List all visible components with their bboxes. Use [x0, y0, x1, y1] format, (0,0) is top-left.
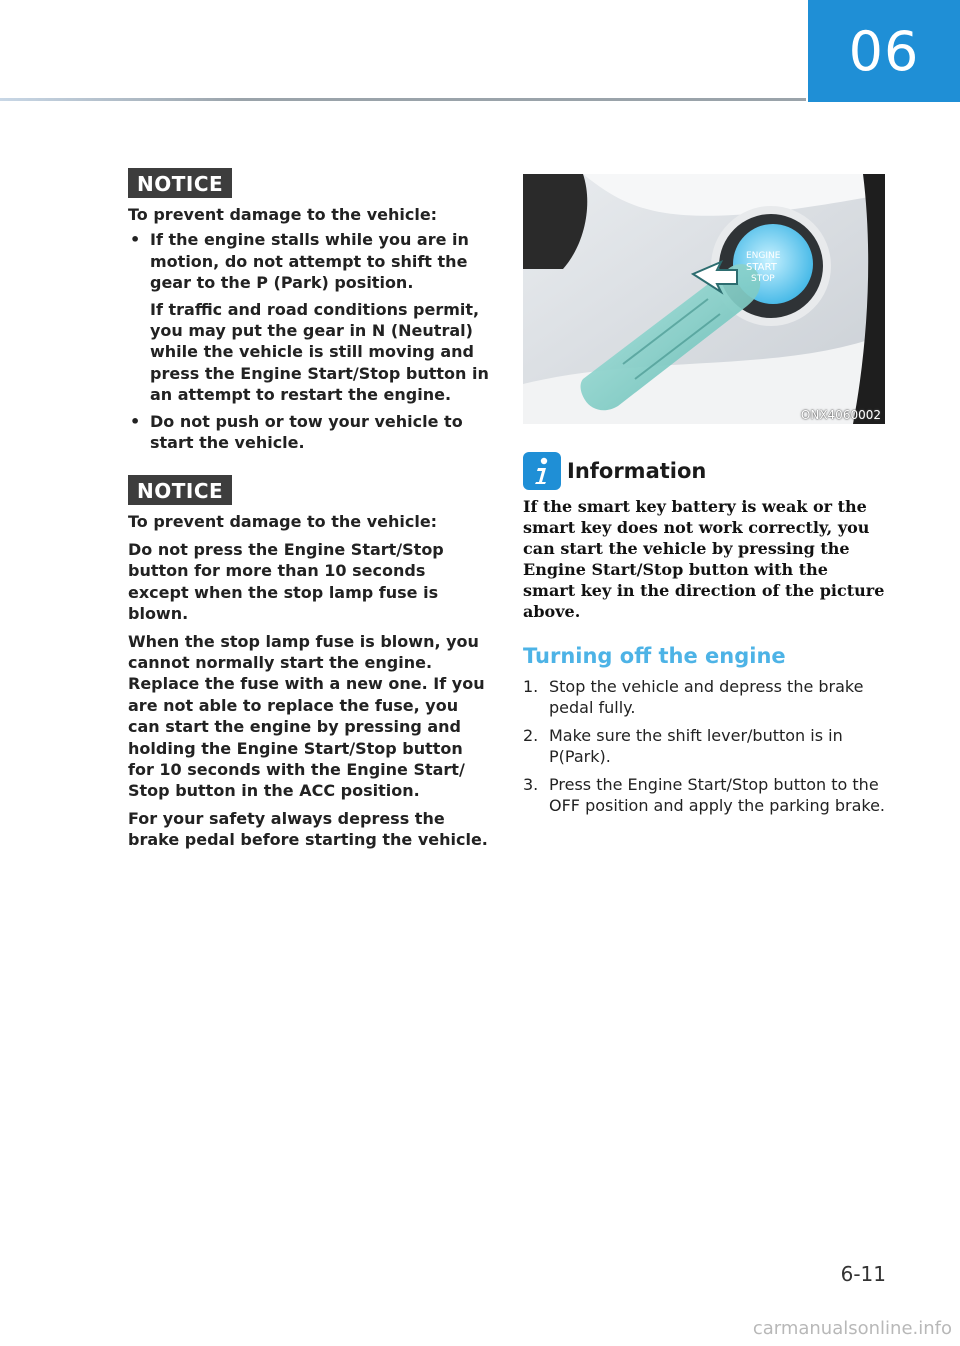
figure-caption: ONX4060002 [800, 408, 881, 422]
notice-badge: NOTICE [128, 475, 232, 505]
notice-paragraph: For your safety always depress the brake pedal before starting the vehicle. [128, 808, 488, 850]
chapter-number: 06 [848, 19, 920, 83]
step-number: 1. [523, 677, 539, 696]
step-number: 3. [523, 774, 539, 794]
button-label-line: ENGINE [746, 251, 781, 261]
step-number: 2. [523, 725, 539, 745]
notice-paragraph: When the stop lamp fuse is blown, you cannot normally start the engine. Replace the fuse with a new one. If you are not able to replace the fuse, you can start the engine by pressing and holding the Engine Start/Stop button for 10 seconds with the Engine Start/ Stop button in the ACC position. [128, 631, 485, 801]
information-body: If the smart key battery is weak or the smart key does not work correctly, you can start the vehicle by pressing the Engine Start/Stop button with the smart key in the direction of the picture above. [523, 497, 885, 621]
step-text: Stop the vehicle and depress the brake pedal fully. [549, 677, 864, 718]
step-text: Press the Engine Start/Stop button to the OFF position and apply the parking brake. [549, 774, 885, 816]
notice-bullet-list [128, 229, 490, 453]
header-rule [0, 98, 806, 101]
step-item [523, 774, 885, 817]
step-item [523, 676, 885, 719]
bullet-dot-icon: • [130, 230, 141, 250]
page-number: 6-11 [840, 1262, 886, 1286]
notice-paragraph: Do not press the Engine Start/Stop button for more than 10 seconds except when the stop lamp fuse is blown. [128, 539, 444, 624]
info-icon [523, 452, 561, 490]
steps-list [523, 676, 885, 816]
chapter-tab [808, 0, 960, 102]
step-text: Make sure the shift lever/button is in P(Park). [549, 725, 843, 767]
notice-paragraph: To prevent damage to the vehicle: [128, 512, 438, 532]
notice-bullet-text: Do not push or tow your vehicle to start the vehicle. [150, 411, 463, 453]
smart-key-illustration [523, 174, 885, 424]
information-title: Information [567, 459, 707, 483]
notice-bullet-subtext: If traffic and road conditions permit, you may put the gear in N (Neutral) while the vehicle is still moving and press the Engine Start/Stop button in an attempt to restart the engine. [150, 299, 489, 405]
bullet-dot-icon: • [130, 411, 141, 431]
button-label-line: STOP [751, 274, 775, 284]
step-item [523, 725, 885, 768]
right-column [523, 174, 885, 822]
notice-badge: NOTICE [128, 168, 232, 198]
notice-block-2 [128, 475, 490, 850]
button-label-line: START [746, 262, 777, 273]
information-header [523, 452, 885, 490]
notice-bullet-text: If the engine stalls while you are in motion, do not attempt to shift the gear to the P (Park) position. [150, 230, 469, 293]
notice-block-1 [128, 168, 490, 453]
notice-bullet-item [128, 411, 490, 454]
notice-bullet-item [128, 229, 490, 405]
smart-key-figure [523, 174, 885, 424]
watermark: carmanualsonline.info [752, 1318, 952, 1339]
section-title: Turning off the engine [523, 644, 786, 668]
notice-intro: To prevent damage to the vehicle: [128, 205, 438, 224]
left-column [128, 168, 490, 851]
